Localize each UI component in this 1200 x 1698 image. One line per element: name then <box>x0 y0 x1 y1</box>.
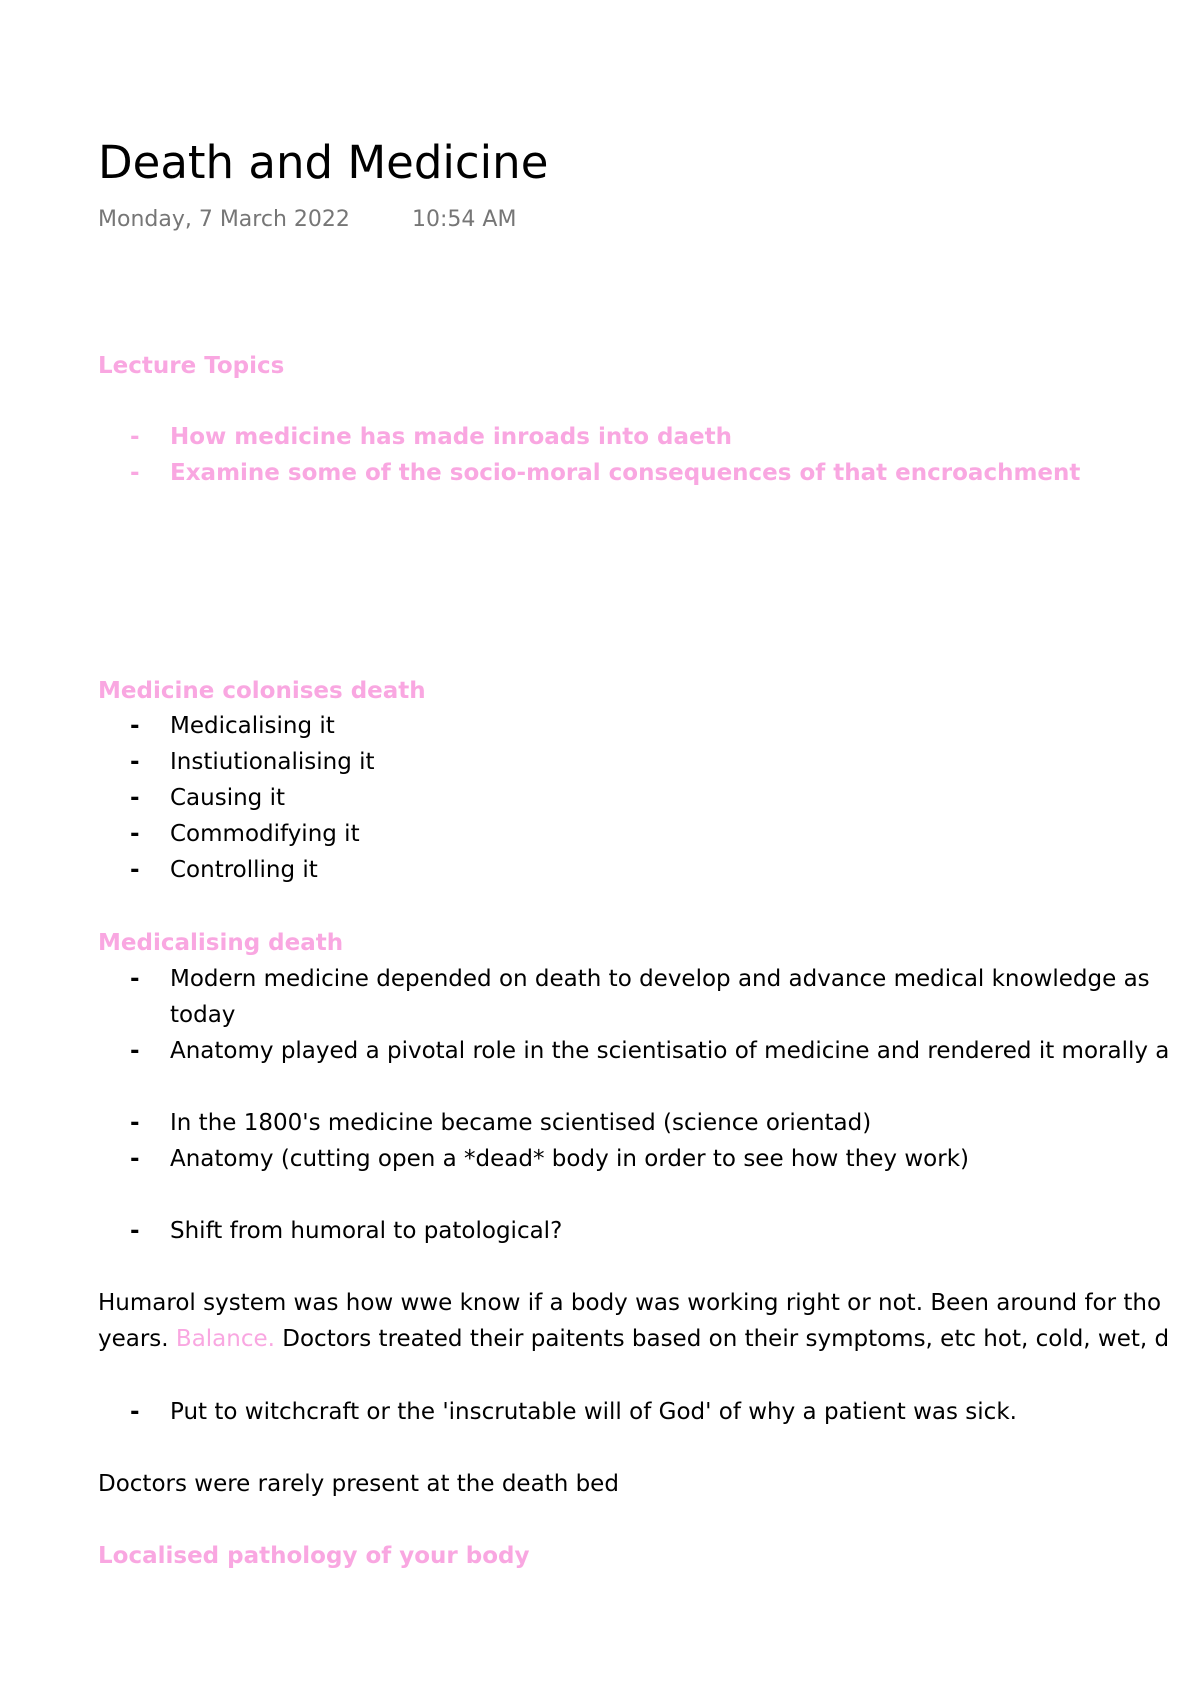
medicine-colonises-heading: Medicine colonises death <box>98 678 426 704</box>
bullet-dash: - <box>130 785 140 811</box>
list-item <box>130 708 335 744</box>
medicalising-death-heading: Medicalising death <box>98 930 344 956</box>
humoral-paragraph-line-1: Humarol system was how wwe know if a body was working right or not. Been around for tho <box>98 1290 1162 1316</box>
note-time: 10:54 AM <box>412 207 517 232</box>
bullet-dash: - <box>130 1146 140 1172</box>
highlighted-word: Balance. <box>175 1326 275 1352</box>
bullet-dash: - <box>130 1038 140 1064</box>
bullet-dash: - <box>130 424 140 450</box>
list-item-continuation: today <box>170 1002 236 1028</box>
humoral-paragraph-line-2 <box>98 1321 1169 1357</box>
lecture-topics-heading: Lecture Topics <box>98 353 285 379</box>
list-item <box>130 744 375 780</box>
list-item-text: Anatomy (cutting open a *dead* body in order to see how they work) <box>170 1146 969 1172</box>
list-item <box>130 852 318 888</box>
list-item-text: Commodifying it <box>170 821 360 847</box>
list-item-text: Anatomy played a pivotal role in the scientisatio of medicine and rendered it morally a <box>170 1038 1170 1064</box>
list-item-text: Medicalising it <box>170 713 335 739</box>
list-item <box>130 419 732 455</box>
list-item <box>130 1394 1017 1430</box>
list-item <box>130 1033 1170 1069</box>
bullet-dash: - <box>130 749 140 775</box>
bullet-dash: - <box>130 1110 140 1136</box>
list-item <box>130 1141 969 1177</box>
paragraph-text: years. <box>98 1326 176 1352</box>
list-item <box>130 816 360 852</box>
list-item <box>130 1213 563 1249</box>
localised-pathology-heading: Localised pathology of your body <box>98 1543 530 1569</box>
list-item <box>130 1105 872 1141</box>
page-title: Death and Medicine <box>98 136 549 189</box>
list-item-text: Instiutionalising it <box>170 749 375 775</box>
list-item-text: Causing it <box>170 785 285 811</box>
list-item <box>130 961 1150 997</box>
list-item-text: Controlling it <box>170 857 318 883</box>
list-item-text: How medicine has made inroads into daeth <box>170 424 732 450</box>
list-item <box>130 455 1081 491</box>
list-item-text: In the 1800's medicine became scientised (science orientad) <box>170 1110 872 1136</box>
list-item-text: Examine some of the socio-moral consequences of that encroachment <box>170 460 1081 486</box>
death-bed-line: Doctors were rarely present at the death bed <box>98 1471 619 1497</box>
list-item <box>130 780 285 816</box>
bullet-dash: - <box>130 713 140 739</box>
bullet-dash: - <box>130 857 140 883</box>
list-item-text: Put to witchcraft or the 'inscrutable will of God' of why a patient was sick. <box>170 1399 1017 1425</box>
paragraph-text: Doctors treated their paitents based on their symptoms, etc hot, cold, wet, d <box>274 1326 1170 1352</box>
note-date: Monday, 7 March 2022 <box>98 207 350 232</box>
bullet-dash: - <box>130 1218 140 1244</box>
list-item-text: Shift from humoral to patological? <box>170 1218 563 1244</box>
bullet-dash: - <box>130 966 140 992</box>
bullet-dash: - <box>130 460 140 486</box>
bullet-dash: - <box>130 821 140 847</box>
list-item-text: Modern medicine depended on death to develop and advance medical knowledge as <box>170 966 1150 992</box>
bullet-dash: - <box>130 1399 140 1425</box>
